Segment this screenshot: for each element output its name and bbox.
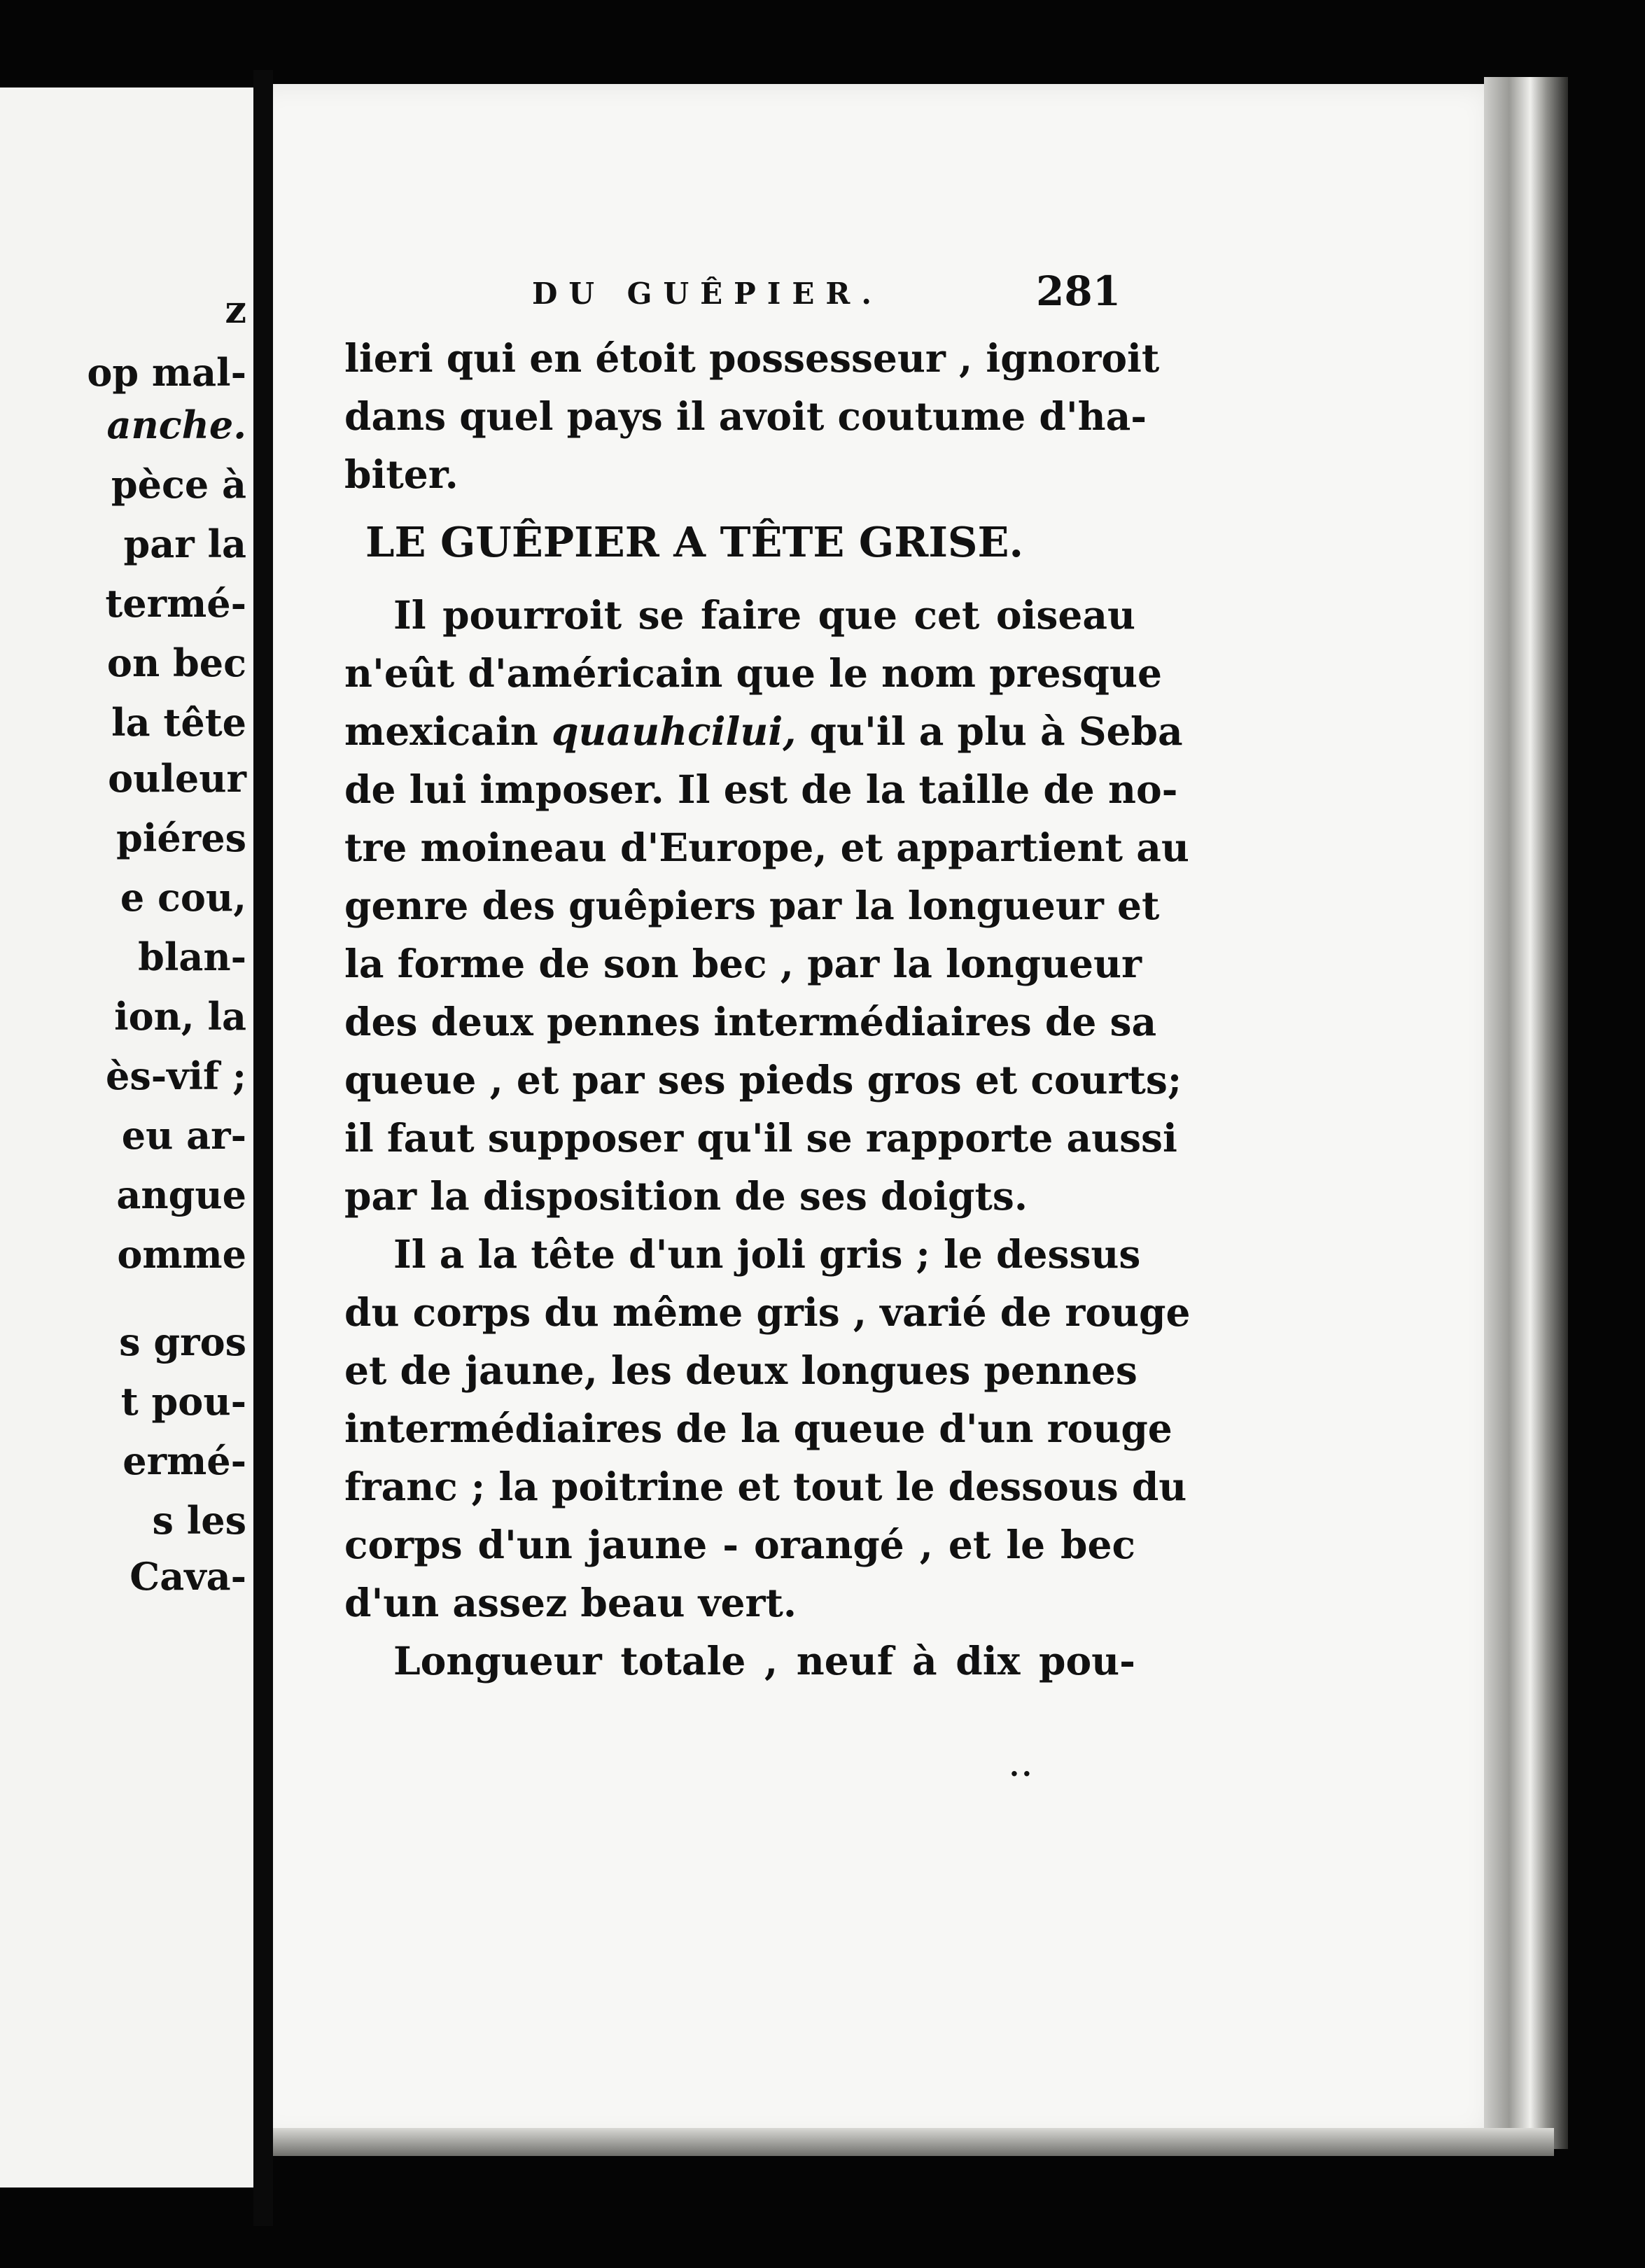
left-page-line: z — [225, 287, 246, 332]
left-page-line: la tête — [111, 700, 246, 745]
left-page-line: s les — [152, 1498, 246, 1543]
text-line: n'eût d'américain que le nom presque — [344, 650, 1162, 696]
section-heading: LE GUÊPIER A TÊTE GRISE. — [365, 518, 1024, 566]
main-text — [344, 329, 1191, 1690]
left-page-line: ouleur — [108, 756, 246, 801]
running-head: DU GUÊPIER. — [532, 276, 883, 311]
left-page-line: ermé- — [122, 1438, 246, 1483]
left-page-line: op mal- — [87, 350, 246, 395]
text-line: des deux pennes intermédiaires de sa — [344, 999, 1157, 1044]
text-line: du corps du même gris , varié de rouge — [344, 1289, 1191, 1335]
left-page-line: pèce à — [111, 462, 246, 507]
left-page-line: piéres — [116, 816, 246, 860]
left-page-line: s gros — [119, 1320, 246, 1364]
page-bottom-edge — [273, 2128, 1554, 2156]
page-number: 281 — [1036, 267, 1121, 315]
left-page-line: eu ar- — [121, 1113, 246, 1158]
book-gutter — [253, 70, 273, 2226]
text-line: de lui imposer. Il est de la taille de no- — [344, 766, 1178, 812]
left-page-line: t pou- — [120, 1379, 246, 1424]
text-line — [344, 702, 1183, 760]
left-page-line: blan- — [138, 934, 246, 979]
italic-term: quauhcilui, — [552, 708, 797, 754]
page-edge — [1484, 77, 1568, 2149]
left-page-line: omme — [117, 1232, 246, 1277]
text-line: queue , et par ses pieds gros et courts; — [344, 1057, 1182, 1102]
text-line: la forme de son bec , par la longueur — [344, 941, 1142, 986]
left-page-line: on bec — [106, 640, 246, 685]
left-page-line: angue — [116, 1172, 246, 1217]
left-page-line: par la — [123, 522, 246, 566]
left-page-line: Cava- — [130, 1554, 246, 1599]
left-page-line: e cou, — [120, 875, 246, 920]
text-fragment: mexicain — [344, 708, 552, 754]
text-line: d'un assez beau vert. — [344, 1580, 797, 1625]
text-line: dans quel pays il avoit coutume d'ha- — [344, 393, 1147, 439]
left-page-line: ès-vif ; — [105, 1054, 246, 1098]
signature-mark: .. — [1009, 1750, 1035, 1783]
left-page-line: ion, la — [114, 994, 246, 1039]
left-page-line: anche. — [106, 402, 246, 447]
left-page — [0, 88, 253, 2188]
text-line: lieri qui en étoit possesseur , ignoroit — [344, 335, 1160, 381]
text-line: tre moineau d'Europe, et appartient au — [344, 825, 1189, 870]
text-line: Il a la tête d'un joli gris ; le dessus — [393, 1231, 1141, 1277]
text-line: et de jaune, les deux longues pennes — [344, 1348, 1138, 1393]
text-line: intermédiaires de la queue d'un rouge — [344, 1406, 1172, 1451]
text-line: corps d'un jaune - orangé , et le bec — [344, 1522, 1135, 1567]
left-page-line: termé- — [105, 581, 246, 626]
text-line: il faut supposer qu'il se rapporte aussi — [344, 1115, 1177, 1161]
text-line: franc ; la poitrine et tout le dessous du — [344, 1464, 1187, 1509]
text-line: biter. — [344, 451, 458, 497]
text-line: par la disposition de ses doigts. — [344, 1173, 1028, 1219]
text-fragment: qu'il a plu à Seba — [796, 708, 1183, 754]
text-line: genre des guêpiers par la longueur et — [344, 883, 1160, 928]
text-line: Il pourroit se faire que cet oiseau — [393, 592, 1135, 638]
text-line: Longueur totale , neuf à dix pou- — [393, 1638, 1135, 1684]
